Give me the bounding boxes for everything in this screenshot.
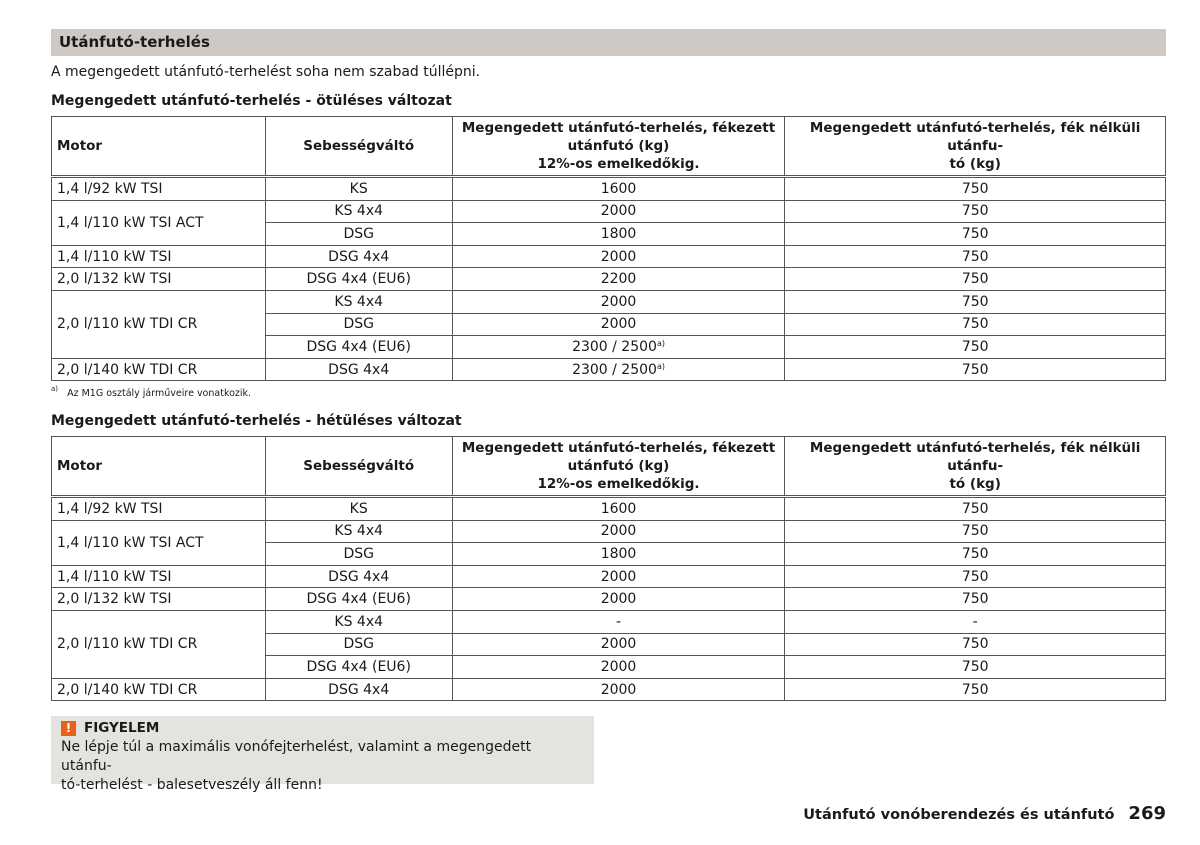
cell-braked: 2000 [452,520,785,543]
cell-braked-value: 2300 / 2500 [572,338,657,355]
chapter-title: Utánfutó vonóberendezés és utánfutó [803,807,1115,823]
cell-braked: 2000 [452,200,785,223]
cell-braked: 2000 [452,245,785,268]
cell-motor: 2,0 l/140 kW TDI CR [52,358,266,381]
section-title: Utánfutó-terhelés [51,29,1166,56]
cell-unbraked: 750 [785,678,1166,701]
page-footer [803,803,1166,824]
header-motor: Motor [52,117,266,177]
header-gearbox: Sebességváltó [265,437,452,497]
cell-gearbox: DSG [265,313,452,336]
cell-unbraked: 750 [785,223,1166,246]
table-title-seven-seater: Megengedett utánfutó-terhelés - hétüléses változat [51,413,462,429]
intro-text: A megengedett utánfutó-terhelést soha nem szabad túllépni. [51,64,481,80]
cell-unbraked: 750 [785,245,1166,268]
table-row [52,610,1166,633]
cell-gearbox: DSG 4x4 (EU6) [265,656,452,679]
header-unbraked [785,437,1166,497]
header-braked-line: 12%-os emelkedőkig. [537,476,700,492]
header-braked-line: Megengedett utánfutó-terhelés, fékezett [461,120,776,136]
table-row [52,177,1166,201]
table-row [52,268,1166,291]
cell-motor: 1,4 l/110 kW TSI ACT [52,200,266,245]
warning-box [51,716,594,793]
warning-text-line: Ne lépje túl a maximális vonófejterhelést, valamint a megengedett utánfu- [61,739,532,774]
cell-gearbox: DSG [265,633,452,656]
table-row [52,245,1166,268]
header-unbraked-line: Megengedett utánfutó-terhelés, fék nélküli utánfu- [809,440,1141,474]
cell-unbraked: - [785,610,1166,633]
cell-unbraked: 750 [785,656,1166,679]
cell-unbraked: 750 [785,497,1166,521]
header-braked-line: utánfutó (kg) [567,458,670,474]
cell-motor: 1,4 l/110 kW TSI ACT [52,520,266,565]
cell-gearbox: KS 4x4 [265,200,452,223]
cell-gearbox: DSG 4x4 (EU6) [265,268,452,291]
cell-unbraked: 750 [785,336,1166,359]
cell-braked: 1600 [452,497,785,521]
cell-unbraked: 750 [785,268,1166,291]
cell-braked: 2000 [452,565,785,588]
header-gearbox: Sebességváltó [265,117,452,177]
cell-gearbox: KS 4x4 [265,520,452,543]
table-row [52,200,1166,223]
page-number: 269 [1128,803,1166,824]
cell-unbraked: 750 [785,358,1166,381]
cell-braked: 2000 [452,678,785,701]
trailer-load-table-seven-seater [51,436,1166,701]
cell-unbraked: 750 [785,565,1166,588]
warning-header [61,720,584,736]
cell-motor: 2,0 l/110 kW TDI CR [52,610,266,678]
footnote-text: Az M1G osztály járműveire vonatkozik. [67,388,252,399]
table-row [52,678,1166,701]
table-title-five-seater: Megengedett utánfutó-terhelés - ötüléses változat [51,93,452,109]
cell-braked-value: 2300 / 2500 [572,361,657,378]
cell-braked: 2000 [452,588,785,611]
cell-gearbox: DSG 4x4 [265,245,452,268]
cell-gearbox: DSG 4x4 (EU6) [265,588,452,611]
cell-motor: 2,0 l/110 kW TDI CR [52,290,266,358]
cell-motor: 2,0 l/132 kW TSI [52,268,266,291]
cell-motor: 2,0 l/132 kW TSI [52,588,266,611]
cell-braked: 2000 [452,290,785,313]
cell-gearbox: DSG 4x4 [265,678,452,701]
cell-gearbox: DSG [265,543,452,566]
footnote-marker: a) [656,338,665,348]
cell-braked: - [452,610,785,633]
cell-braked: 1800 [452,223,785,246]
warning-text [61,738,584,795]
cell-motor: 1,4 l/110 kW TSI [52,565,266,588]
cell-gearbox: DSG 4x4 [265,358,452,381]
cell-motor: 1,4 l/92 kW TSI [52,497,266,521]
exclamation-icon: ! [61,721,76,736]
header-unbraked [785,117,1166,177]
cell-braked: 2000 [452,313,785,336]
trailer-load-table-five-seater [51,116,1166,381]
cell-unbraked: 750 [785,177,1166,201]
warning-title: FIGYELEM [84,720,160,736]
header-braked-line: Megengedett utánfutó-terhelés, fékezett [461,440,776,456]
cell-unbraked: 750 [785,588,1166,611]
cell-gearbox: KS [265,497,452,521]
cell-gearbox: DSG [265,223,452,246]
cell-motor: 2,0 l/140 kW TDI CR [52,678,266,701]
footnote-marker: a) [51,385,59,393]
table-row [52,565,1166,588]
cell-gearbox: KS 4x4 [265,290,452,313]
cell-unbraked: 750 [785,313,1166,336]
cell-gearbox: KS [265,177,452,201]
cell-motor: 1,4 l/92 kW TSI [52,177,266,201]
cell-unbraked: 750 [785,543,1166,566]
header-braked [452,117,785,177]
cell-gearbox: KS 4x4 [265,610,452,633]
cell-unbraked: 750 [785,200,1166,223]
footnote-marker: a) [656,361,665,371]
footnote [51,385,252,399]
header-unbraked-line: Megengedett utánfutó-terhelés, fék nélküli utánfu- [809,120,1141,154]
header-braked-line: utánfutó (kg) [567,138,670,154]
header-unbraked-line: tó (kg) [949,476,1001,492]
cell-gearbox: DSG 4x4 (EU6) [265,336,452,359]
cell-braked: 1800 [452,543,785,566]
header-braked [452,437,785,497]
table-row [52,358,1166,381]
cell-unbraked: 750 [785,633,1166,656]
cell-braked: 2000 [452,633,785,656]
cell-unbraked: 750 [785,290,1166,313]
cell-braked: 1600 [452,177,785,201]
cell-motor: 1,4 l/110 kW TSI [52,245,266,268]
cell-braked: 2200 [452,268,785,291]
cell-braked: 2000 [452,656,785,679]
warning-text-line: tó-terhelést - balesetveszély áll fenn! [61,777,323,793]
table-row [52,290,1166,313]
cell-braked [452,336,785,359]
table-row [52,588,1166,611]
header-unbraked-line: tó (kg) [949,156,1001,172]
cell-unbraked: 750 [785,520,1166,543]
header-motor: Motor [52,437,266,497]
cell-braked [452,358,785,381]
header-braked-line: 12%-os emelkedőkig. [537,156,700,172]
table-row [52,497,1166,521]
table-row [52,520,1166,543]
cell-gearbox: DSG 4x4 [265,565,452,588]
